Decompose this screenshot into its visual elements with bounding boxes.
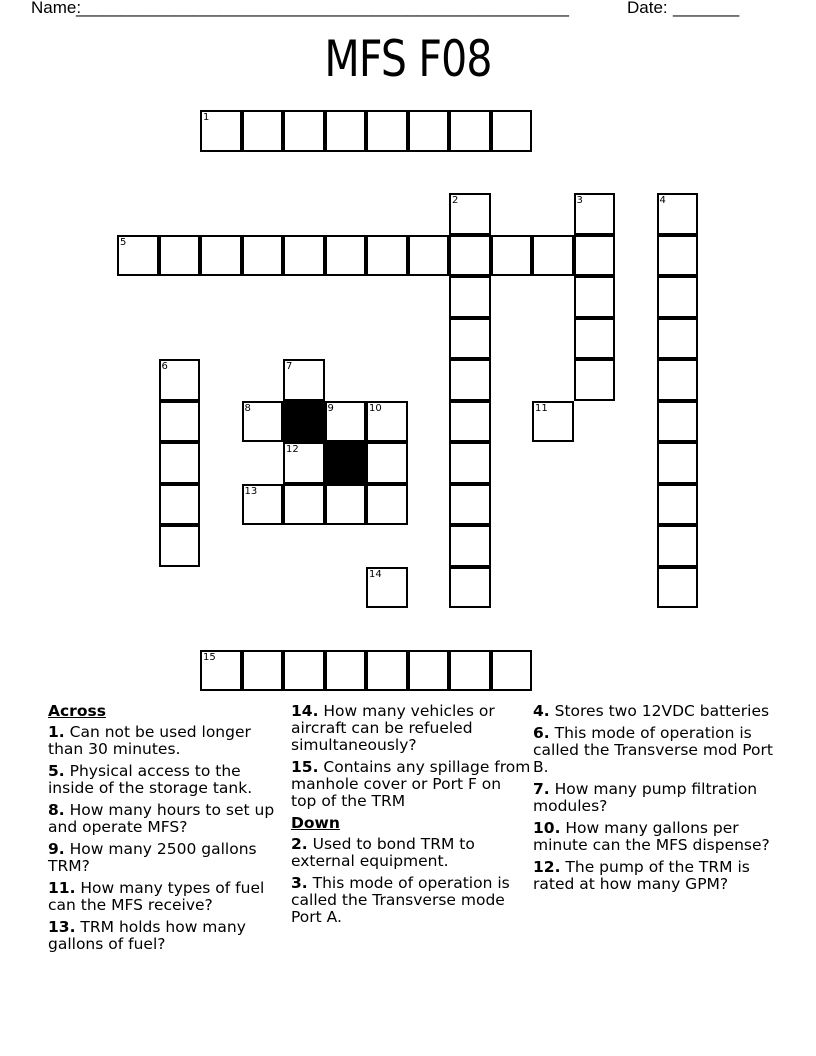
grid-cell[interactable] xyxy=(408,650,450,692)
grid-cell[interactable] xyxy=(449,359,491,401)
clue-down-6: 6. This mode of operation is called the Transverse mod Port B. xyxy=(533,724,773,776)
clues-column-1 xyxy=(48,703,288,958)
grid-cell[interactable] xyxy=(657,525,699,567)
grid-cell[interactable] xyxy=(449,318,491,360)
clue-down-10: 10. How many gallons per minute can the MFS dispense? xyxy=(533,819,770,854)
clue-across-5: 5. Physical access to the inside of the storage tank. xyxy=(48,762,253,797)
puzzle-title: MFS F08 xyxy=(324,30,492,88)
grid-cell[interactable] xyxy=(449,235,491,277)
grid-cell[interactable] xyxy=(657,235,699,277)
clue-down-7: 7. How many pump filtration modules? xyxy=(533,780,758,815)
grid-cell[interactable] xyxy=(574,276,616,318)
clue-number: 12 xyxy=(286,444,299,455)
black-cell xyxy=(283,401,325,443)
grid-cell[interactable] xyxy=(283,484,325,526)
grid-cell[interactable] xyxy=(366,650,408,692)
grid-cell[interactable] xyxy=(657,318,699,360)
grid-cell[interactable] xyxy=(449,442,491,484)
grid-cell[interactable] xyxy=(200,650,242,692)
clue-number: 8 xyxy=(244,402,251,414)
grid-cell[interactable] xyxy=(491,650,533,692)
grid-cell[interactable] xyxy=(574,359,616,401)
clue-down-4: 4. Stores two 12VDC batteries xyxy=(533,702,770,720)
grid-cell[interactable] xyxy=(657,193,699,235)
clue-down-3: 3. This mode of operation is called the Transverse mode Port A. xyxy=(291,874,510,926)
clue-number: 15 xyxy=(203,651,216,663)
grid-cell[interactable] xyxy=(159,484,201,526)
grid-cell[interactable] xyxy=(408,110,450,152)
grid-cell[interactable] xyxy=(657,442,699,484)
grid-cell[interactable] xyxy=(574,235,616,277)
grid-cell[interactable] xyxy=(325,235,367,277)
clues-column-3 xyxy=(533,703,773,898)
grid-cell[interactable] xyxy=(283,235,325,277)
grid-cell[interactable] xyxy=(366,484,408,526)
clue-number: 3 xyxy=(576,195,583,206)
grid-cell[interactable] xyxy=(574,193,616,235)
name-field[interactable]: _______________________________________________________ xyxy=(76,0,569,17)
grid-cell[interactable] xyxy=(242,110,284,152)
grid-cell[interactable] xyxy=(449,484,491,526)
grid-cell[interactable] xyxy=(532,235,574,277)
grid-cell[interactable] xyxy=(159,359,201,401)
date-field[interactable]: _______ xyxy=(673,0,740,17)
clue-across-9: 9. How many 2500 gallons TRM? xyxy=(48,840,257,875)
grid-cell[interactable] xyxy=(325,110,367,152)
worksheet-header xyxy=(0,0,816,20)
grid-cell[interactable] xyxy=(283,359,325,401)
grid-cell[interactable] xyxy=(325,484,367,526)
grid-cell[interactable] xyxy=(325,401,367,443)
grid-cell[interactable] xyxy=(449,110,491,152)
grid-cell[interactable] xyxy=(574,318,616,360)
grid-cell[interactable] xyxy=(325,650,367,692)
grid-cell[interactable] xyxy=(242,650,284,692)
grid-cell[interactable] xyxy=(449,567,491,609)
grid-cell[interactable] xyxy=(159,525,201,567)
clue-number: 4 xyxy=(659,195,666,206)
grid-cell[interactable] xyxy=(366,567,408,609)
clue-across-11: 11. How many types of fuel can the MFS receive? xyxy=(48,879,265,914)
crossword-grid xyxy=(117,110,717,710)
grid-cell[interactable] xyxy=(657,401,699,443)
grid-cell[interactable] xyxy=(449,401,491,443)
clue-down-2: 2. Used to bond TRM to external equipment. xyxy=(291,835,475,870)
grid-cell[interactable] xyxy=(491,110,533,152)
grid-cell[interactable] xyxy=(200,110,242,152)
grid-cell[interactable] xyxy=(532,401,574,443)
grid-cell[interactable] xyxy=(159,442,201,484)
grid-cell[interactable] xyxy=(657,359,699,401)
grid-cell[interactable] xyxy=(242,235,284,277)
date-label: Date: xyxy=(627,0,668,17)
grid-cell[interactable] xyxy=(657,276,699,318)
grid-cell[interactable] xyxy=(242,484,284,526)
grid-cell[interactable] xyxy=(283,110,325,152)
grid-cell[interactable] xyxy=(449,525,491,567)
clue-number: 2 xyxy=(452,195,459,206)
grid-cell[interactable] xyxy=(283,650,325,692)
name-label: Name: xyxy=(31,0,82,17)
clue-number: 10 xyxy=(369,402,382,414)
grid-cell[interactable] xyxy=(200,235,242,277)
grid-cell[interactable] xyxy=(159,235,201,277)
black-cell xyxy=(325,442,367,484)
grid-cell[interactable] xyxy=(449,650,491,692)
clues-column-2 xyxy=(291,703,531,931)
clue-number: 14 xyxy=(369,568,382,580)
clue-number: 9 xyxy=(327,402,334,414)
clue-number: 7 xyxy=(286,361,293,372)
clue-across-14: 14. How many vehicles or aircraft can be refueled simultaneously? xyxy=(291,702,495,754)
clue-number: 11 xyxy=(535,402,548,414)
grid-cell[interactable] xyxy=(657,484,699,526)
grid-cell[interactable] xyxy=(283,442,325,484)
clue-number: 1 xyxy=(203,112,210,123)
grid-cell[interactable] xyxy=(408,235,450,277)
clue-across-13: 13. TRM holds how many gallons of fuel? xyxy=(48,918,246,953)
grid-cell[interactable] xyxy=(366,442,408,484)
grid-cell[interactable] xyxy=(117,235,159,277)
clue-across-8: 8. How many hours to set up and operate MFS? xyxy=(48,801,275,836)
across-heading: Across xyxy=(48,702,106,720)
clue-across-1: 1. Can not be used longer than 30 minutes. xyxy=(48,723,251,758)
clue-number: 5 xyxy=(120,236,127,248)
grid-cell[interactable] xyxy=(366,235,408,277)
grid-cell[interactable] xyxy=(449,193,491,235)
down-heading: Down xyxy=(291,814,340,832)
grid-cell[interactable] xyxy=(657,567,699,609)
clue-number: 6 xyxy=(161,361,168,372)
clue-down-12: 12. The pump of the TRM is rated at how many GPM? xyxy=(533,858,750,893)
grid-cell[interactable] xyxy=(491,235,533,277)
clue-across-15: 15. Contains any spillage from manhole cover or Port F on top of the TRM xyxy=(291,758,531,810)
grid-cell[interactable] xyxy=(366,401,408,443)
grid-cell[interactable] xyxy=(159,401,201,443)
clue-number: 13 xyxy=(244,485,258,497)
grid-cell[interactable] xyxy=(242,401,284,443)
grid-cell[interactable] xyxy=(366,110,408,152)
grid-cell[interactable] xyxy=(449,276,491,318)
